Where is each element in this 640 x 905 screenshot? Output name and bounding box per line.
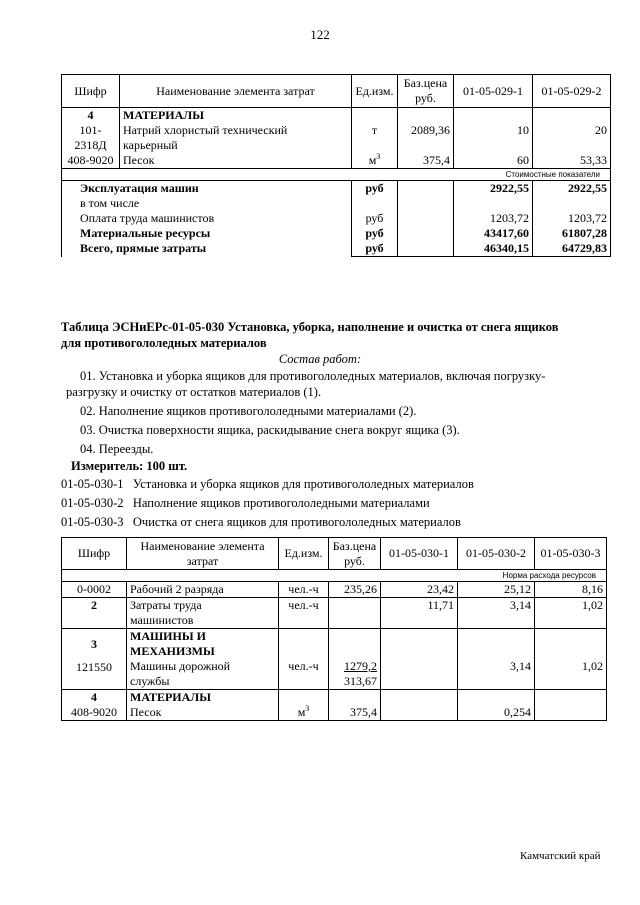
row-value: 10 <box>517 123 529 137</box>
row-code: 408-9020 <box>71 705 117 719</box>
summary-value: 43417,60 <box>484 226 529 240</box>
code-item <box>61 495 621 511</box>
section-title: МАШИНЫ И <box>130 629 206 643</box>
row-price: 313,67 <box>344 674 377 688</box>
summary-value: 2922,55 <box>568 181 607 195</box>
section-title: МЕХАНИЗМЫ <box>130 644 215 658</box>
table-row <box>62 629 607 690</box>
table-caption: Стоимостные показатели <box>62 169 611 181</box>
work-item: 03. Очистка поверхности ящика, раскидывание снега вокруг ящика (3). <box>80 423 460 437</box>
row-value: 20 <box>595 123 607 137</box>
row-name: Песок <box>130 705 162 719</box>
section-title-line: Таблица ЭСНиЕРс-01-05-030 Установка, уборка, наполнение и очистка от снега ящиков <box>61 320 559 334</box>
header-col-3: 01-05-030-3 <box>535 538 607 570</box>
row-name: Рабочий 2 разряда <box>127 582 279 598</box>
row-value: 3,14 <box>510 659 531 673</box>
table-row <box>62 598 607 629</box>
summary-unit: руб <box>365 181 384 195</box>
code-item-desc: Наполнение ящиков противогололедными материалами <box>132 496 430 510</box>
row-unit: т <box>371 123 378 137</box>
row-unit: м <box>297 705 306 719</box>
table-header-row <box>62 538 607 570</box>
table-header-row <box>62 75 611 108</box>
row-price: 235,26 <box>329 582 381 598</box>
row-name: Песок <box>120 153 352 169</box>
summary-unit: руб <box>365 241 384 255</box>
row-code: 2318Д <box>74 138 107 152</box>
region-footer: Камчатский край <box>520 850 601 862</box>
work-list <box>66 368 600 457</box>
summary-unit: руб <box>365 226 384 240</box>
row-name: Машины дорожной <box>130 659 231 673</box>
summary-value: 61807,28 <box>562 226 607 240</box>
row-value: 8,16 <box>535 582 607 598</box>
row-value: 25,12 <box>458 582 535 598</box>
work-item: 02. Наполнение ящиков противогололедными материалами (2). <box>80 404 417 418</box>
row-value: 1,02 <box>535 598 607 629</box>
section-number: 4 <box>87 108 94 122</box>
summary-value: 46340,15 <box>484 241 529 255</box>
row-value: 53,33 <box>533 153 611 169</box>
summary-label: в том числе <box>80 196 140 210</box>
header-name: Наименование элемента затрат <box>120 75 352 108</box>
table-row <box>62 153 611 169</box>
row-price: 2089,36 <box>411 123 450 137</box>
row-price: 375,4 <box>398 153 454 169</box>
resource-table-029 <box>61 74 611 257</box>
summary-value: 64729,83 <box>562 241 607 255</box>
row-value: 11,71 <box>381 598 458 629</box>
work-item: 04. Переезды. <box>80 442 154 456</box>
row-price: 1279,2 <box>344 659 377 673</box>
code-item-code: 01-05-030-2 <box>61 496 124 510</box>
header-price: Баз.цена руб. <box>329 538 381 570</box>
row-code: 2 <box>62 598 127 629</box>
row-value: 1,02 <box>582 659 603 673</box>
work-heading: Состав работ: <box>278 352 362 366</box>
table-row <box>62 582 607 598</box>
work-item: 01. Установка и уборка ящиков для противогололедных материалов, включая погрузку- <box>80 369 546 383</box>
row-code: 408-9020 <box>62 153 120 169</box>
header-code: Шифр <box>62 538 127 570</box>
page-number: 122 <box>310 27 330 42</box>
meter-label: Измеритель: 100 шт. <box>71 459 188 473</box>
row-unit: чел.-ч <box>288 659 319 673</box>
row-name: Затраты труда <box>130 598 202 612</box>
summary-label: Всего, прямые затраты <box>80 241 207 255</box>
row-name: машинистов <box>130 613 194 627</box>
code-item-code: 01-05-030-1 <box>61 477 124 491</box>
code-item <box>61 476 621 492</box>
row-value: 3,14 <box>458 598 535 629</box>
row-price: 375,4 <box>350 705 377 719</box>
row-unit: м <box>368 153 377 167</box>
table-caption: Норма расхода ресурсов <box>62 570 607 582</box>
summary-label: Оплата труда машинистов <box>80 211 215 225</box>
summary-label: Эксплуатация машин <box>80 181 199 195</box>
section-title: МАТЕРИАЛЫ <box>123 108 204 122</box>
row-code: 101- <box>79 123 102 137</box>
code-item <box>61 514 621 530</box>
code-item-code: 01-05-030-3 <box>61 515 124 529</box>
work-item: разгрузку и очистку от остатков материалов (1). <box>66 385 322 399</box>
row-name: Натрий хлористый технический <box>123 123 288 137</box>
header-col-1: 01-05-030-1 <box>381 538 458 570</box>
summary-row <box>62 181 611 257</box>
section-title-line: для противогололедных материалов <box>61 336 267 350</box>
row-name: карьерный <box>123 138 178 152</box>
header-col-2: 01-05-029-2 <box>533 75 611 108</box>
row-unit: чел.-ч <box>279 598 329 629</box>
header-col-2: 01-05-030-2 <box>458 538 535 570</box>
section-title <box>61 319 621 351</box>
row-code: 121550 <box>76 660 112 674</box>
header-price: Баз.цена руб. <box>398 75 454 108</box>
summary-value: 1203,72 <box>490 211 529 225</box>
row-code: 0-0002 <box>62 582 127 598</box>
code-item-desc: Очистка от снега ящиков для противогололедных материалов <box>132 515 461 529</box>
summary-value: 1203,72 <box>568 211 607 225</box>
code-item-desc: Установка и уборка ящиков для противогололедных материалов <box>132 477 474 491</box>
summary-value: 2922,55 <box>490 181 529 195</box>
code-list <box>61 476 621 530</box>
header-unit: Ед.изм. <box>279 538 329 570</box>
caption-row <box>62 169 611 181</box>
row-value: 23,42 <box>381 582 458 598</box>
section-number: 4 <box>91 690 97 704</box>
row-unit: чел.-ч <box>279 582 329 598</box>
resource-table-030 <box>61 537 607 721</box>
header-unit: Ед.изм. <box>352 75 398 108</box>
table-row <box>62 108 611 154</box>
section-number: 3 <box>91 637 97 651</box>
unit-superscript: 3 <box>305 704 310 713</box>
header-name: Наименование элемента затрат <box>127 538 279 570</box>
row-value: 60 <box>454 153 533 169</box>
table-row <box>62 690 607 721</box>
row-name: службы <box>130 674 170 688</box>
header-code: Шифр <box>62 75 120 108</box>
unit-superscript: 3 <box>376 152 381 161</box>
caption-row <box>62 570 607 582</box>
summary-label: Материальные ресурсы <box>80 226 211 240</box>
section-title: МАТЕРИАЛЫ <box>130 690 211 704</box>
summary-unit: руб <box>365 211 384 225</box>
header-col-1: 01-05-029-1 <box>454 75 533 108</box>
row-value: 0,254 <box>504 705 531 719</box>
